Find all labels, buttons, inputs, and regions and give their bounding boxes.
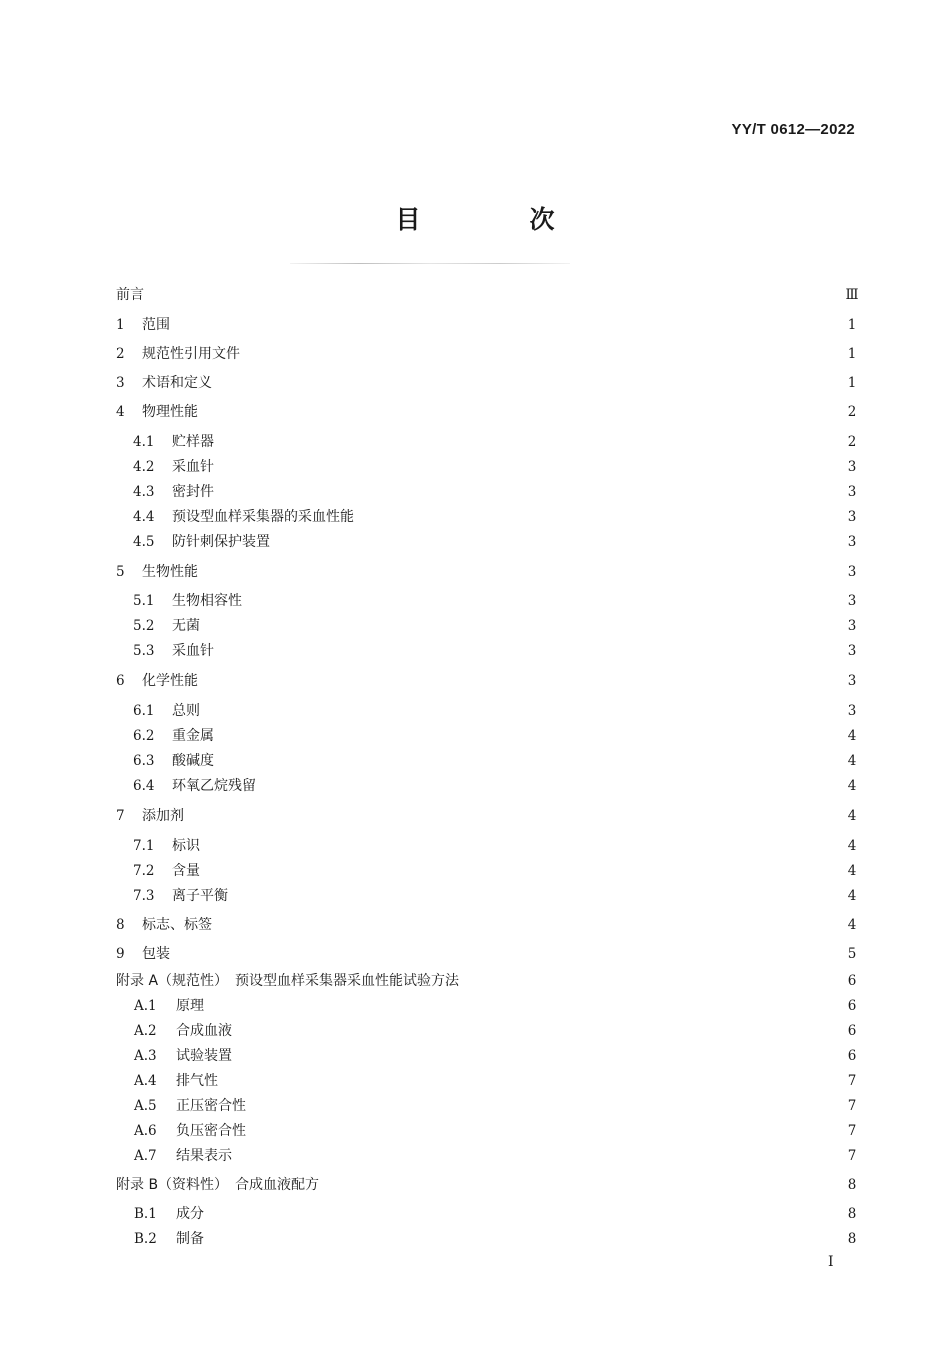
toc-entry-number: A.5 [134, 1098, 157, 1114]
toc-entry-number: 5.1 [133, 593, 155, 609]
toc-entry-number: 6.2 [133, 728, 155, 744]
toc-entry-title: 环氧乙烷残留 [172, 775, 262, 797]
toc-page-number: 4 [847, 917, 857, 933]
toc-entry[interactable] [0, 343, 950, 365]
toc-leader-dots [208, 700, 842, 722]
toc-entry[interactable] [0, 615, 950, 637]
toc-entry-title: 排气性 [176, 1070, 224, 1092]
toc-page-number: 7 [847, 1148, 857, 1164]
toc-entry-number: 4 [116, 404, 125, 420]
toc-entry-title: 附录 B（资料性） 合成血液配方 [116, 1174, 325, 1196]
toc-entry-title: 负压密合性 [176, 1120, 252, 1142]
toc-entry[interactable] [0, 1174, 950, 1196]
toc-entry-title: 标志、标签 [142, 914, 218, 936]
toc-entry-title: 贮样器 [172, 431, 220, 453]
toc-leader-dots [178, 314, 842, 336]
toc-leader-dots [240, 1145, 842, 1167]
toc-leader-dots [222, 750, 842, 772]
toc-entry[interactable] [0, 943, 950, 965]
toc-entry[interactable] [0, 640, 950, 662]
toc-entry-title: 附录 A（规范性） 预设型血样采集器采血性能试验方法 [116, 970, 465, 992]
toc-entry[interactable] [0, 314, 950, 336]
toc-page-number: 2 [847, 404, 857, 420]
toc-leader-dots [208, 835, 842, 857]
toc-entry-number: A.1 [134, 998, 157, 1014]
toc-entry-title: 生物性能 [142, 561, 204, 583]
toc-page-number: 3 [847, 564, 857, 580]
toc-page-number: Ⅲ [845, 287, 859, 303]
toc-entry[interactable] [0, 590, 950, 612]
toc-entry-title: 合成血液 [176, 1020, 238, 1042]
toc-entry-number: 7.2 [133, 863, 155, 879]
toc-entry[interactable] [0, 995, 950, 1017]
toc-entry-number: 6.3 [133, 753, 155, 769]
toc-page-number: 5 [847, 946, 857, 962]
toc-leader-dots [212, 1203, 842, 1225]
toc-entry-title: 预设型血样采集器的采血性能 [172, 506, 360, 528]
toc-entry-title: 采血针 [172, 456, 220, 478]
toc-page-number: 3 [847, 534, 857, 550]
toc-leader-dots [206, 561, 842, 583]
toc-leader-dots [254, 1095, 842, 1117]
toc-page-number: 7 [847, 1073, 857, 1089]
toc-entry-title: 结果表示 [176, 1145, 238, 1167]
toc-entry-title: 范围 [142, 314, 176, 336]
toc-page-number: 3 [847, 643, 857, 659]
toc-entry-title: 离子平衡 [172, 885, 234, 907]
toc-leader-dots [212, 995, 842, 1017]
toc-entry-title: 原理 [176, 995, 210, 1017]
toc-entry[interactable] [0, 750, 950, 772]
toc-page-number: 4 [847, 838, 857, 854]
toc-entry-title: 含量 [172, 860, 206, 882]
toc-page-number: 4 [847, 728, 857, 744]
toc-entry-number: 6.4 [133, 778, 155, 794]
toc-entry[interactable] [0, 1203, 950, 1225]
standard-code: YY/T 0612—2022 [731, 121, 855, 138]
toc-entry[interactable] [0, 670, 950, 692]
toc-entry-number: 6.1 [133, 703, 155, 719]
toc-entry[interactable] [0, 914, 950, 936]
toc-leader-dots [208, 860, 842, 882]
toc-entry-number: 2 [116, 346, 125, 362]
toc-page-number: 3 [847, 459, 857, 475]
toc-page-number: 3 [847, 618, 857, 634]
toc-entry-title: 酸碱度 [172, 750, 220, 772]
toc-entry[interactable] [0, 1045, 950, 1067]
toc-page-number: 3 [847, 509, 857, 525]
toc-entry-number: 5 [116, 564, 125, 580]
toc-entry-title: 添加剂 [142, 805, 190, 827]
toc-entry[interactable] [0, 456, 950, 478]
toc-leader-dots [222, 725, 842, 747]
toc-entry-number: 9 [116, 946, 125, 962]
toc-entry[interactable] [0, 805, 950, 827]
toc-entry-number: A.4 [134, 1073, 157, 1089]
toc-leader-dots [192, 805, 842, 827]
toc-entry[interactable] [0, 401, 950, 423]
toc-entry[interactable] [0, 700, 950, 722]
toc-page-number: 4 [847, 778, 857, 794]
toc-page-number: 6 [847, 1048, 857, 1064]
toc-entry[interactable] [0, 1228, 950, 1250]
toc-entry[interactable] [0, 1145, 950, 1167]
toc-entry-number: B.2 [134, 1231, 157, 1247]
toc-entry[interactable] [0, 431, 950, 453]
toc-entry[interactable] [0, 775, 950, 797]
toc-entry[interactable] [0, 725, 950, 747]
toc-entry-title: 术语和定义 [142, 372, 218, 394]
toc-page-number: 1 [847, 346, 857, 362]
toc-entry-title: 成分 [176, 1203, 210, 1225]
toc-entry[interactable] [0, 284, 950, 306]
toc-page-number: 4 [847, 753, 857, 769]
toc-entry[interactable] [0, 1095, 950, 1117]
toc-page-number: 3 [847, 703, 857, 719]
toc-leader-dots [240, 1020, 842, 1042]
toc-entry-number: 4.5 [133, 534, 155, 550]
toc-entry-number: A.7 [134, 1148, 157, 1164]
toc-leader-dots [212, 1228, 842, 1250]
toc-page-number: 2 [847, 434, 857, 450]
toc-entry-title: 正压密合性 [176, 1095, 252, 1117]
toc-entry-number: 6 [116, 673, 125, 689]
toc-page-number: 7 [847, 1098, 857, 1114]
toc-entry-title: 重金属 [172, 725, 220, 747]
toc-leader-dots [222, 481, 842, 503]
toc-page-number: 4 [847, 808, 857, 824]
toc-leader-dots [222, 431, 842, 453]
toc-entry-number: 7.1 [133, 838, 155, 854]
toc-leader-dots [220, 372, 842, 394]
toc-page-number: 4 [847, 888, 857, 904]
toc-entry-title: 无菌 [172, 615, 206, 637]
toc-entry[interactable] [0, 860, 950, 882]
toc-entry-number: 5.3 [133, 643, 155, 659]
toc-entry-title: 标识 [172, 835, 206, 857]
toc-leader-dots [206, 401, 842, 423]
toc-leader-dots [248, 343, 842, 365]
toc-leader-dots [236, 885, 842, 907]
toc-leader-dots [208, 615, 842, 637]
toc-entry[interactable] [0, 372, 950, 394]
toc-entry-title: 物理性能 [142, 401, 204, 423]
toc-entry-number: A.3 [134, 1048, 157, 1064]
title-divider [290, 263, 570, 264]
toc-page-number: 4 [847, 863, 857, 879]
toc-entry-title: 制备 [176, 1228, 210, 1250]
toc-entry[interactable] [0, 561, 950, 583]
toc-entry-title: 包装 [142, 943, 176, 965]
toc-entry[interactable] [0, 1070, 950, 1092]
toc-leader-dots [222, 456, 842, 478]
toc-entry-number: 4.1 [133, 434, 155, 450]
toc-leader-dots [250, 590, 842, 612]
toc-page-number: 3 [847, 593, 857, 609]
toc-page-number: 6 [847, 973, 857, 989]
toc-page-number: 3 [847, 673, 857, 689]
toc-page-number: 1 [847, 317, 857, 333]
toc-leader-dots [152, 284, 842, 306]
toc-leader-dots [362, 506, 842, 528]
toc-leader-dots [178, 943, 842, 965]
toc-entry[interactable] [0, 1020, 950, 1042]
toc-entry-number: 8 [116, 917, 125, 933]
toc-leader-dots [467, 970, 842, 992]
toc-entry-title: 化学性能 [142, 670, 204, 692]
toc-page-number: 8 [847, 1177, 857, 1193]
toc-entry-number: B.1 [134, 1206, 157, 1222]
page-number: I [828, 1254, 834, 1270]
toc-entry[interactable] [0, 970, 950, 992]
toc-entry-title: 生物相容性 [172, 590, 248, 612]
toc-page-number: 1 [847, 375, 857, 391]
toc-leader-dots [240, 1045, 842, 1067]
toc-entry-number: 4.3 [133, 484, 155, 500]
toc-entry-title: 试验装置 [176, 1045, 238, 1067]
toc-entry-number: 3 [116, 375, 125, 391]
toc-entry[interactable] [0, 885, 950, 907]
toc-page-number: 6 [847, 1023, 857, 1039]
toc-leader-dots [226, 1070, 842, 1092]
toc-leader-dots [206, 670, 842, 692]
toc-entry-number: A.6 [134, 1123, 157, 1139]
toc-entry-number: 4.4 [133, 509, 155, 525]
toc-entry[interactable] [0, 506, 950, 528]
toc-entry[interactable] [0, 531, 950, 553]
toc-entry-number: A.2 [134, 1023, 157, 1039]
toc-leader-dots [327, 1174, 842, 1196]
toc-leader-dots [264, 775, 842, 797]
toc-page-number: 7 [847, 1123, 857, 1139]
toc-page-number: 6 [847, 998, 857, 1014]
toc-page-number: 3 [847, 484, 857, 500]
toc-entry-number: 7.3 [133, 888, 155, 904]
toc-entry-title: 规范性引用文件 [142, 343, 246, 365]
page-title: 目 次 [395, 205, 597, 234]
toc-leader-dots [278, 531, 842, 553]
toc-entry[interactable] [0, 481, 950, 503]
toc-entry-number: 1 [116, 317, 125, 333]
toc-entry-title: 防针刺保护装置 [172, 531, 276, 553]
toc-entry-number: 7 [116, 808, 125, 824]
toc-leader-dots [222, 640, 842, 662]
toc-entry[interactable] [0, 1120, 950, 1142]
toc-page-number: 8 [847, 1206, 857, 1222]
toc-entry-title: 密封件 [172, 481, 220, 503]
toc-page-number: 8 [847, 1231, 857, 1247]
toc-entry-title: 总则 [172, 700, 206, 722]
toc-entry-number: 4.2 [133, 459, 155, 475]
toc-leader-dots [254, 1120, 842, 1142]
toc-entry-title: 采血针 [172, 640, 220, 662]
toc-entry[interactable] [0, 835, 950, 857]
toc-entry-title: 前言 [116, 284, 150, 306]
toc-entry-number: 5.2 [133, 618, 155, 634]
toc-leader-dots [220, 914, 842, 936]
